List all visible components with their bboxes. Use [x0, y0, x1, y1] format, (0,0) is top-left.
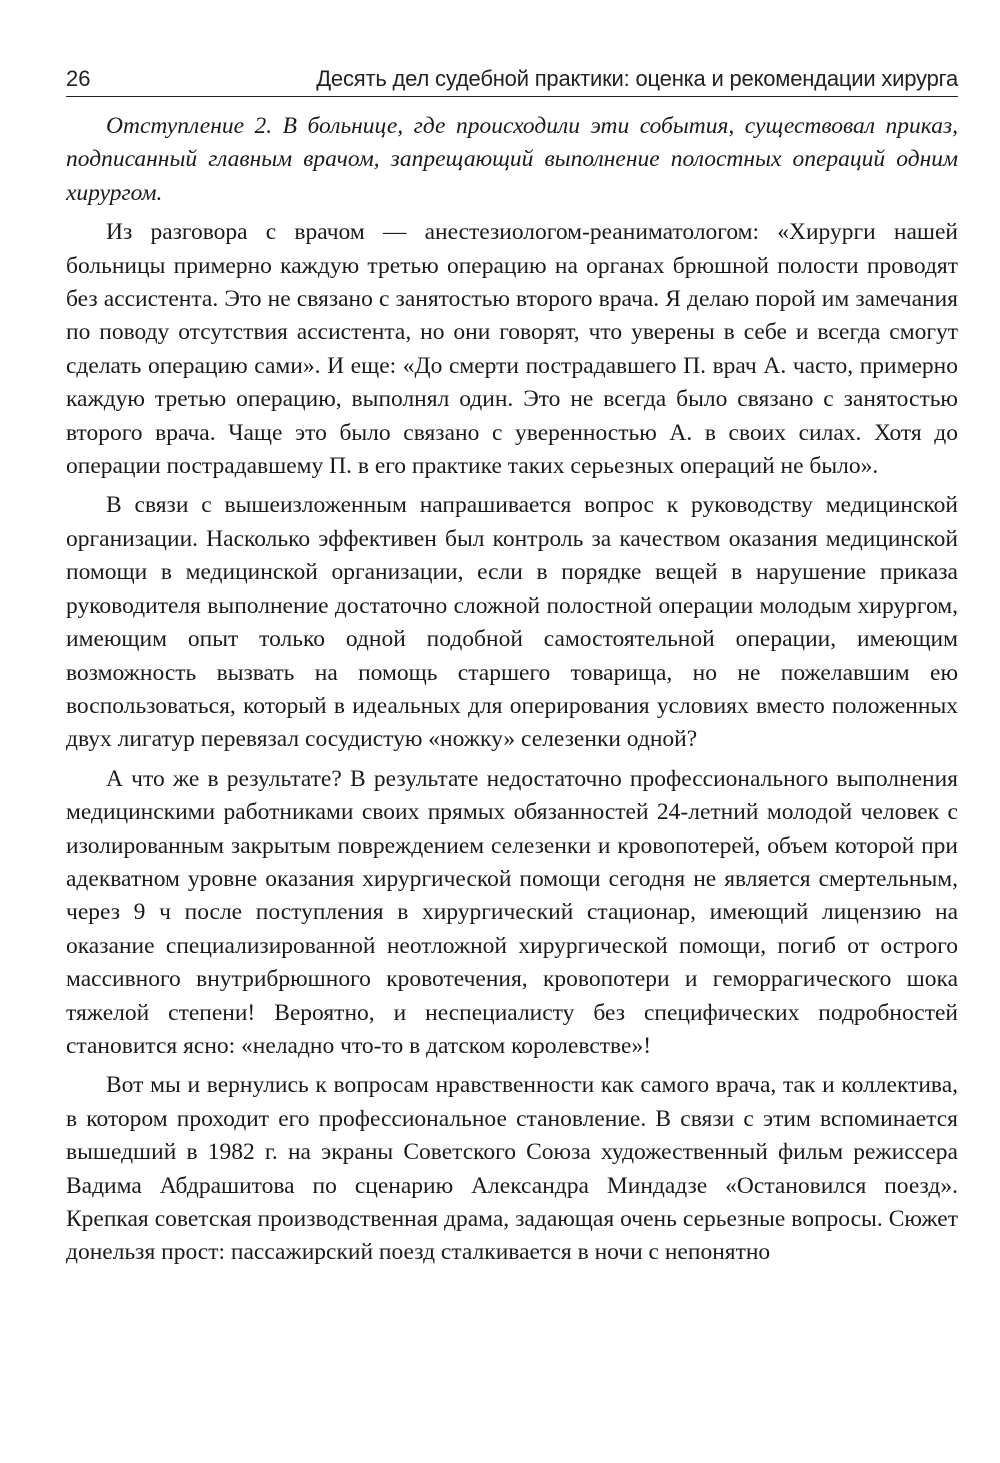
- running-header: [66, 62, 958, 97]
- running-title: Десять дел судебной практики: оценка и рекомендации хирурга: [316, 66, 958, 91]
- page-number: 26: [66, 66, 91, 91]
- paragraph-morality: Вот мы и вернулись к вопросам нравственности как самого врача, так и коллектива, в котором проходит его профессиональное становление. В связи с этим вспоминается вышедший в 1982 г. на экраны Советского Союза художественный фильм режиссера Вадима Абдрашитова по сценарию Александра Миндадзе «Остановился поезд». Крепкая советская производственная драма, задающая очень серьезные вопросы. Сюжет донельзя прост: пассажирский поезд сталкивается в ночи с непонятно: [66, 1072, 958, 1266]
- body-text: [66, 110, 958, 1276]
- paragraph-conversation: Из разговора с врачом — анестезиологом-реаниматологом: «Хирурги нашей больницы примерно каждую третью операцию на органах брюшной полости проводят без ассистента. Это не связано с занятостью второго врача. Я делаю порой им замечания по поводу отсутствия ассистента, но они говорят, что уверены в себе и всегда смогут сделать операцию сами». И еще: «До смерти пострадавшего П. врач А. часто, примерно каждую третью операцию, выполнял один. Это не всегда было связано с занятостью второго врача. Чаще это было связано с уверенностью А. в своих силах. Хотя до операции пострадавшему П. в его практике таких серьезных операций не было».: [66, 219, 958, 480]
- paragraph-result: А что же в результате? В результате недостаточно профессионального выполнения медицинскими работниками своих прямых обязанностей 24-летний молодой человек с изолированным закрытым повреждением селезенки и кровопотерей, объем которой при адекватном уровне оказания хирургической помощи сегодня не является смертельным, через 9 ч после поступления в хирургический стационар, имеющий лицензию на оказание специализированной неотложной хирургической помощи, погиб от острого массивного внутрибрюшного кровотечения, кровопотери и геморрагического шока тяжелой степени! Вероятно, и неспециалисту без специфических подробностей становится ясно: «неладно что-то в датском королевстве»!: [66, 765, 958, 1059]
- digression-paragraph: Отступление 2. В больнице, где происходили эти события, существовал приказ, подписанный главным врачом, запрещающий выполнение полостных операций одним хирургом.: [66, 113, 958, 206]
- paragraph-management-question: В связи с вышеизложенным напрашивается вопрос к руководству медицинской организации. Насколько эффективен был контроль за качеством оказания медицинской помощи в медицинской организации, если в порядке вещей в нарушение приказа руководителя выполнение достаточно сложной полостной операции молодым хирургом, имеющим опыт только одной подобной самостоятельной операции, имеющим возможность вызвать на помощь старшего товарища, но не пожелавшим ею воспользоваться, который в идеальных для оперирования условиях вместо положенных двух лигатур перевязал сосудистую «ножку» селезенки одной?: [66, 492, 958, 753]
- book-page: [66, 0, 958, 1463]
